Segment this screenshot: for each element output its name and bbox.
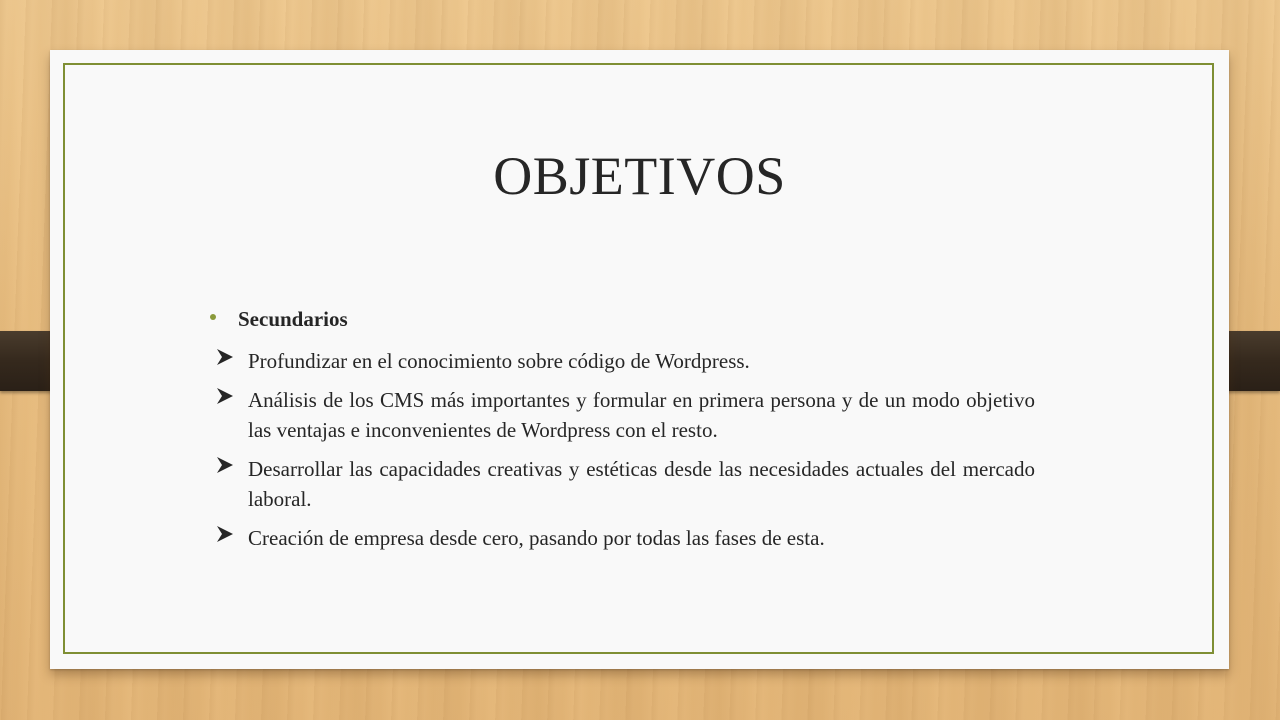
list-item-text: Profundizar en el conocimiento sobre código de Wordpress. [248,349,750,373]
list-item [215,346,1035,376]
arrow-bullet-icon [215,347,235,367]
list-item [215,385,1035,445]
section-heading-text: Secundarios [238,307,348,331]
arrow-bullet-icon [215,455,235,475]
list-item-text: Análisis de los CMS más importantes y formular en primera persona y de un modo objetivo las ventajas e inconvenientes de Wordpress con el resto. [248,388,1035,442]
list-item [215,454,1035,514]
slide-paper [50,50,1229,669]
list-item [215,523,1035,553]
bullet-dot-icon [210,314,216,320]
objectives-list [215,346,1035,562]
slide-title: OBJETIVOS [493,146,786,206]
section-heading [210,307,348,332]
arrow-bullet-icon [215,386,235,406]
list-item-text: Desarrollar las capacidades creativas y estéticas desde las necesidades actuales del mercado laboral. [248,457,1035,511]
list-item-text: Creación de empresa desde cero, pasando por todas las fases de esta. [248,526,825,550]
arrow-bullet-icon [215,524,235,544]
